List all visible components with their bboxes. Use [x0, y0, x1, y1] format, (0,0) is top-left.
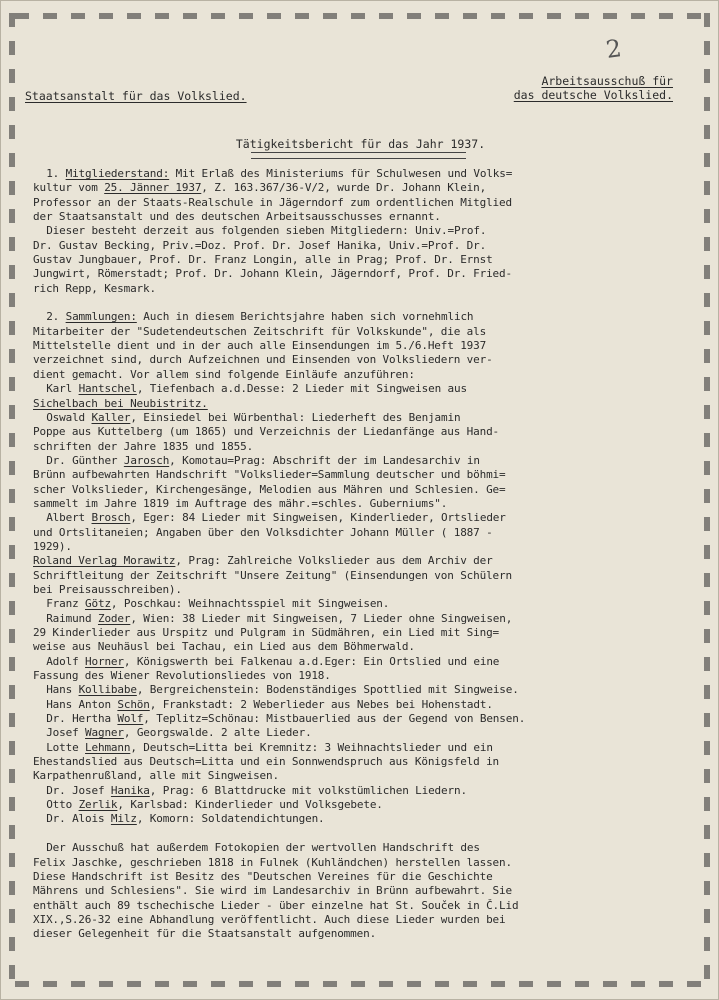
text-run: Lotte — [46, 740, 86, 754]
text-run: scher Volkslieder, Kirchengesänge, Melodien aus Mähren und Schlesien. Ge= — [33, 482, 506, 496]
text-line — [33, 683, 693, 697]
text-run: enthält auch 89 tschechische Lieder - über einzelne hat St. Souček in Č.Lid — [33, 898, 519, 912]
underlined-text: Zerlik — [78, 798, 118, 812]
text-line — [33, 812, 693, 826]
text-line — [33, 554, 693, 568]
text-line — [33, 669, 693, 683]
text-line — [33, 784, 693, 798]
underlined-text: Jarosch — [123, 453, 170, 467]
text-run: Schriftleitung der Zeitschrift "Unsere Zeitung" (Einsendungen von Schülern — [33, 568, 512, 582]
text-run: Dr. Alois — [46, 812, 111, 826]
underlined-text: Schön — [117, 697, 150, 711]
text-line — [33, 755, 693, 769]
text-line — [33, 769, 693, 783]
text-run: , Prag: Zahlreiche Volkslieder aus dem Archiv der — [175, 554, 493, 568]
text-line — [33, 210, 693, 224]
underlined-text: Hanika — [110, 783, 150, 797]
text-run: Poppe aus Kuttelberg (um 1865) und Verzeichnis der Liedanfänge aus Hand- — [33, 425, 500, 439]
text-run: , Tiefenbach a.d.Desse: 2 Lieder mit Singweisen aus — [136, 382, 467, 396]
underlined-text: Kollibabe — [78, 683, 137, 697]
text-run: 1. — [46, 167, 66, 180]
text-line — [33, 353, 693, 367]
text-run: Albert — [46, 511, 92, 525]
text-run: Raimund — [46, 611, 98, 625]
underlined-text: Wagner — [85, 726, 124, 740]
text-line — [33, 454, 693, 468]
text-run: , Teplitz=Schönau: Mistbauerlied aus der Gegend von Bensen. — [143, 712, 526, 726]
underlined-text: Horner — [85, 654, 124, 668]
text-line — [33, 397, 693, 411]
text-run: dient gemacht. Vor allem sind folgende Einläufe anzuführen: — [33, 367, 415, 381]
handwritten-page-number: 2 — [604, 34, 624, 64]
underlined-text: Roland Verlag Morawitz — [33, 554, 176, 568]
text-run: rich Repp, Kesmark. — [33, 281, 156, 295]
underlined-text: Sammlungen: — [65, 310, 137, 324]
text-run: , Wien: 38 Lieder mit Singweisen, 7 Lieder ohne Singweisen, — [130, 611, 513, 625]
text-run: , Karlsbad: Kinderlieder und Volksgebete. — [117, 798, 383, 812]
text-line — [33, 884, 693, 898]
text-line — [33, 267, 693, 281]
text-line — [33, 440, 693, 454]
text-run: , Einsiedel bei Würbenthal: Liederheft des Benjamin — [130, 410, 461, 424]
text-run: kultur vom — [33, 181, 105, 195]
underlined-text: Sichelbach bei Neubistritz. — [33, 396, 208, 410]
header-committee — [463, 74, 673, 102]
underlined-text: Brosch — [91, 511, 131, 525]
text-run: Mährens und Schlesiens". Sie wird im Landesarchiv in Brünn aufbewahrt. Sie — [33, 884, 512, 898]
text-line — [33, 382, 693, 396]
text-run: sammelt im Jahre 1819 im Auftrage des mähr.=schles. Guberniums". — [33, 496, 448, 510]
text-line — [33, 425, 693, 439]
text-line — [33, 368, 693, 382]
text-line — [33, 167, 693, 181]
text-line — [33, 468, 693, 482]
text-run: Dieser besteht derzeit aus folgenden sieben Mitgliedern: Univ.=Prof. — [46, 224, 487, 238]
text-run: Jungwirt, Römerstadt; Prof. Dr. Johann Klein, Jägerndorf, Prof. Dr. Fried- — [33, 267, 512, 281]
text-line — [33, 798, 693, 812]
text-line — [33, 411, 693, 425]
scan-border-right — [704, 13, 710, 987]
underlined-text: Zoder — [97, 611, 131, 625]
text-line — [33, 899, 693, 913]
text-line — [33, 870, 693, 884]
text-line — [33, 597, 693, 611]
text-line — [33, 698, 693, 712]
text-line — [33, 483, 693, 497]
text-line — [33, 856, 693, 870]
text-run: XIX.,S.26-32 eine Abhandlung veröffentlicht. Auch diese Lieder wurden bei — [33, 912, 506, 926]
text-run: Otto — [46, 798, 79, 812]
underlined-text: Hantschel — [78, 382, 137, 396]
text-line — [33, 511, 693, 525]
underlined-text: Lehmann — [85, 740, 131, 754]
underlined-text: Götz — [85, 597, 111, 611]
text-run: Dr. Josef — [46, 783, 111, 797]
text-run: Dr. Hertha — [46, 712, 118, 726]
text-run: Dr. Günther — [46, 453, 124, 467]
text-run: , Bergreichenstein: Bodenständiges Spottlied mit Singweise. — [136, 683, 519, 697]
text-run: Auch in diesem Berichtsjahre haben sich vornehmlich — [136, 310, 474, 324]
underlined-text: 25. Jänner 1937 — [104, 181, 202, 195]
text-run: Brünn aufbewahrten Handschrift "Volkslieder=Sammlung deutscher und böhmi= — [33, 468, 506, 482]
text-run: , Prag: 6 Blattdrucke mit volkstümlichen Liedern. — [149, 783, 467, 797]
text-run: Adolf — [46, 654, 86, 668]
text-line — [33, 253, 693, 267]
text-line — [33, 325, 693, 339]
text-line — [33, 655, 693, 669]
text-run: , Z. 163.367/36-V/2, wurde Dr. Johann Klein, — [201, 181, 487, 195]
text-run: und Ortslitaneien; Angaben über den Volksdichter Johann Müller ( 1887 - — [33, 525, 493, 539]
text-run: 1929). — [33, 539, 72, 553]
text-run: , Georgswalde. 2 alte Lieder. — [123, 726, 312, 740]
scan-border-left — [9, 13, 15, 987]
header-institution: Staatsanstalt für das Volkslied. — [25, 89, 247, 103]
text-line — [33, 726, 693, 740]
underlined-text: Wolf — [117, 712, 144, 726]
text-run: Gustav Jungbauer, Prof. Dr. Franz Longin, alle in Prag; Prof. Dr. Ernst — [33, 253, 493, 267]
text-line — [33, 497, 693, 511]
text-line — [33, 296, 693, 310]
header-committee-line-2: das deutsche Volkslied. — [513, 88, 673, 102]
underlined-text: Milz — [110, 812, 137, 826]
text-run: Mitarbeiter der "Sudetendeutschen Zeitschrift für Volkskunde", die als — [33, 324, 487, 338]
text-run: Karl — [46, 382, 79, 396]
text-line — [33, 626, 693, 640]
text-run: , Deutsch=Litta bei Kremnitz: 3 Weihnachtslieder und ein — [130, 740, 493, 754]
text-run: Professor an der Staats-Realschule in Jägerndorf zum ordentlichen Mitglied — [33, 195, 512, 209]
text-run: Josef — [46, 726, 86, 740]
text-line — [33, 310, 693, 324]
text-line — [33, 339, 693, 353]
text-run: 2. — [46, 310, 66, 324]
text-line — [33, 841, 693, 855]
text-line — [33, 612, 693, 626]
text-run: Hans — [46, 683, 79, 697]
text-run: Franz — [46, 597, 86, 611]
report-title: Tätigkeitsbericht für das Jahr 1937. — [235, 137, 486, 151]
text-line — [33, 224, 693, 238]
report-body — [33, 167, 693, 942]
text-run: Mittelstelle dient und in der auch alle Einsendungen im 5./6.Heft 1937 — [33, 339, 487, 353]
underlined-text: Mitgliederstand: — [65, 167, 170, 180]
text-run: Der Ausschuß hat außerdem Fotokopien der wertvollen Handschrift des — [46, 841, 480, 855]
text-run: Felix Jaschke, geschrieben 1818 in Fulnek (Kuhländchen) herstellen lassen. — [33, 855, 512, 869]
text-run: , Frankstadt: 2 Weberlieder aus Nebes bei Hohenstadt. — [149, 697, 493, 711]
text-run: verzeichnet sind, durch Aufzeichnen und Einsenden von Volksliedern ver- — [33, 353, 493, 367]
text-run: Oswald — [46, 410, 92, 424]
text-run: Hans Anton — [46, 697, 118, 711]
text-line — [33, 913, 693, 927]
text-line — [33, 569, 693, 583]
text-run: schriften der Jahre 1835 und 1855. — [33, 439, 254, 453]
text-line — [33, 526, 693, 540]
text-run: Mit Erlaß des Ministeriums für Schulwesen und Volks= — [169, 167, 513, 180]
text-line — [33, 741, 693, 755]
text-line — [33, 540, 693, 554]
text-line — [33, 583, 693, 597]
text-run: , Königswerth bei Falkenau a.d.Eger: Ein Ortslied und eine — [123, 654, 500, 668]
text-run: , Komotau=Prag: Abschrift der im Landesarchiv in — [169, 453, 480, 467]
text-line — [33, 640, 693, 654]
text-run: Karpathenrußland, alle mit Singweisen. — [33, 769, 279, 783]
text-run: 29 Kinderlieder aus Urspitz und Pulgram in Südmähren, ein Lied mit Sing= — [33, 626, 500, 639]
header-committee-line-1: Arbeitsausschuß für — [541, 74, 673, 88]
text-line — [33, 239, 693, 253]
text-run: , Poschkau: Weihnachtsspiel mit Singweisen. — [110, 597, 390, 611]
text-run: weise aus Neuhäusl bei Tachau, ein Lied aus dem Böhmerwald. — [33, 640, 415, 654]
text-run: dieser Gelegenheit für die Staatsanstalt aufgenommen. — [33, 927, 377, 941]
text-line — [33, 927, 693, 941]
text-line — [33, 712, 693, 726]
text-run: , Komorn: Soldatendichtungen. — [136, 812, 325, 826]
text-run: , Eger: 84 Lieder mit Singweisen, Kinderlieder, Ortslieder — [130, 511, 506, 525]
text-run: Ehestandslied aus Deutsch=Litta und ein Sonnwendspruch aus Königsfeld in — [33, 755, 500, 769]
text-run: Dr. Gustav Becking, Priv.=Doz. Prof. Dr. Josef Hanika, Univ.=Prof. Dr. — [33, 238, 487, 252]
underlined-text: Kaller — [91, 410, 131, 424]
text-line — [33, 181, 693, 195]
text-run: der Staatsanstalt und des deutschen Arbeitsausschusses ernannt. — [33, 210, 441, 224]
title-double-rule — [251, 152, 466, 159]
text-line — [33, 827, 693, 841]
text-line — [33, 282, 693, 296]
text-run: Fassung des Wiener Revolutionsliedes von 1918. — [33, 669, 331, 683]
text-line — [33, 196, 693, 210]
text-run: bei Preisausschreiben). — [33, 582, 182, 596]
text-run: Diese Handschrift ist Besitz des "Deutschen Vereines für die Geschichte — [33, 869, 493, 883]
